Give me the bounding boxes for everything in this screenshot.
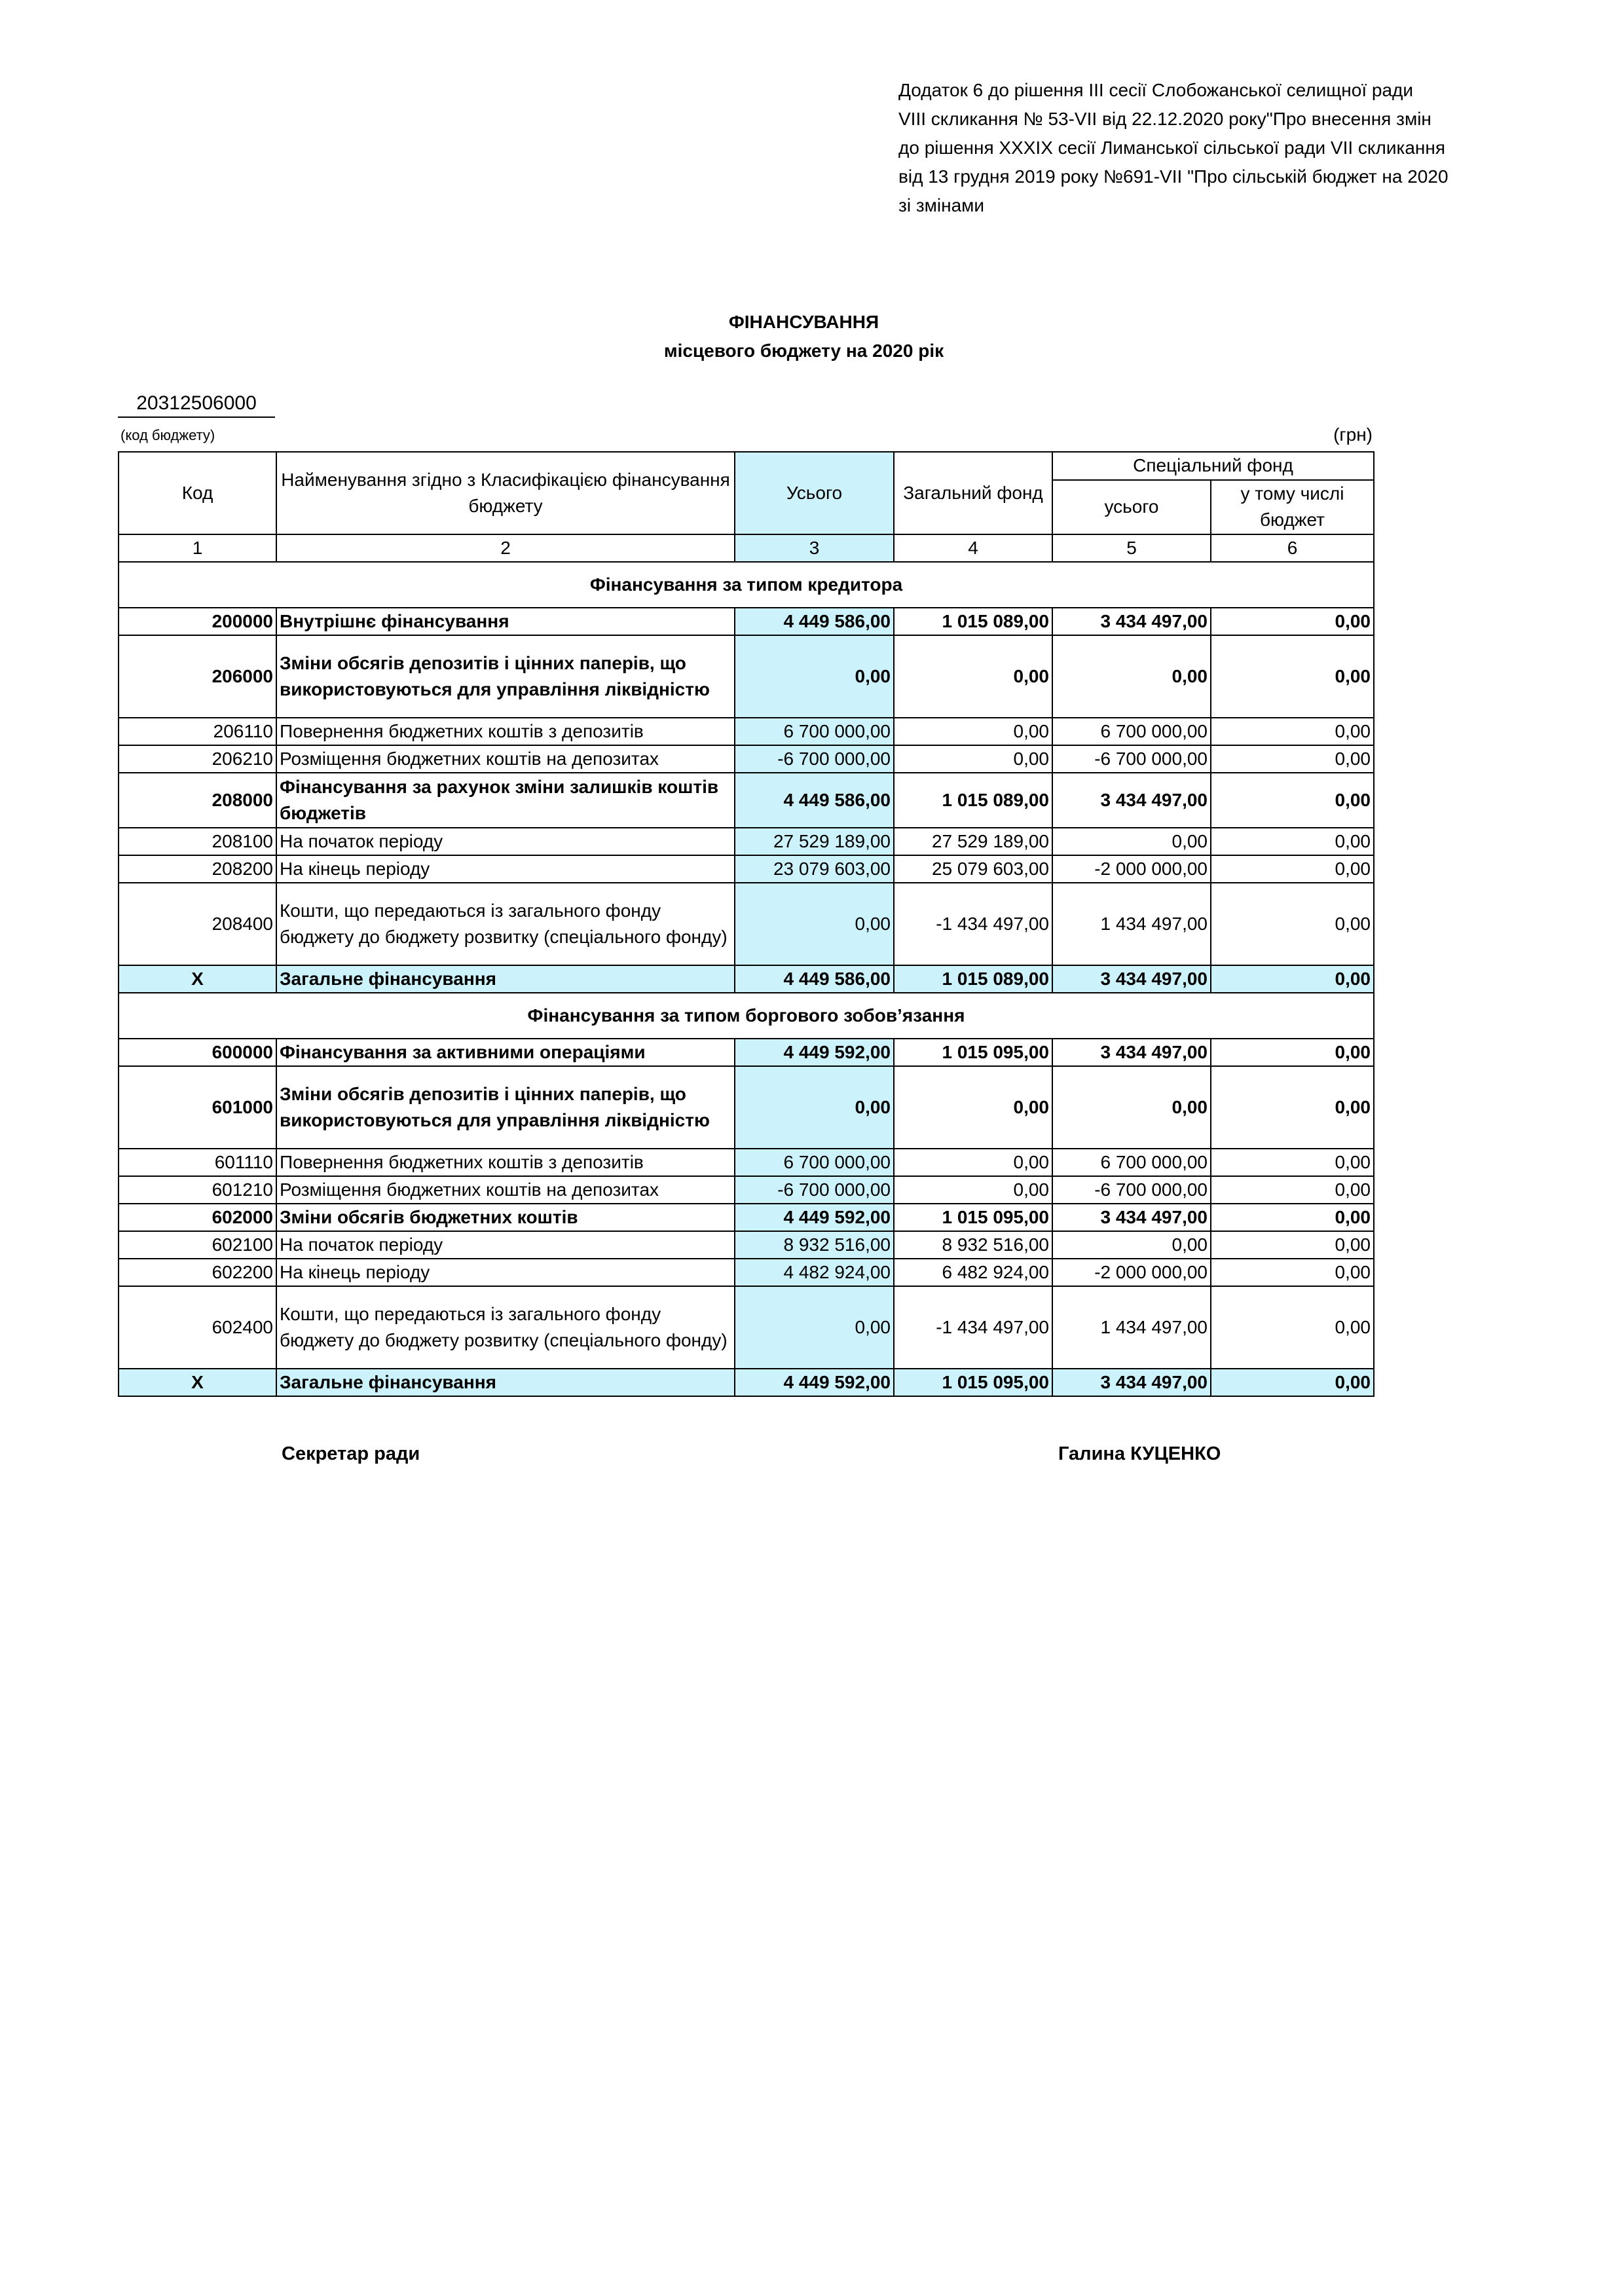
column-number: 2 (276, 534, 735, 562)
title-line-1: ФІНАНСУВАННЯ (728, 312, 879, 332)
row-special-fund: 6 700 000,00 (1052, 718, 1211, 745)
row-special-fund: -2 000 000,00 (1052, 1259, 1211, 1286)
row-development-budget: 0,00 (1211, 883, 1374, 965)
row-name: Зміни обсягів депозитів і цінних паперів, що використовуються для управління ліквідністю (276, 635, 735, 718)
row-total: 4 449 586,00 (735, 608, 894, 635)
document-title (118, 308, 1490, 365)
section-title: Фінансування за типом кредитора (119, 562, 1374, 608)
row-name: Фінансування за рахунок зміни залишків коштів бюджетів (276, 773, 735, 828)
title-line-2: місцевого бюджету на 2020 рік (663, 341, 944, 361)
table-row (119, 1149, 1374, 1176)
row-general-fund: 27 529 189,00 (894, 828, 1052, 855)
section-header-row (119, 562, 1374, 608)
row-special-fund: 0,00 (1052, 828, 1211, 855)
total-name: Загальне фінансування (276, 965, 735, 993)
row-development-budget: 0,00 (1211, 1286, 1374, 1369)
header-name: Найменування згідно з Класифікацією фінансування бюджету (276, 452, 735, 534)
row-code: 208000 (119, 773, 276, 828)
row-total: 4 449 586,00 (735, 773, 894, 828)
table-row (119, 1231, 1374, 1259)
header-special: Спеціальний фонд (1052, 452, 1374, 480)
column-numbers-row (119, 534, 1374, 562)
row-code: 602000 (119, 1204, 276, 1231)
table-row (119, 635, 1374, 718)
table-row (119, 718, 1374, 745)
header-note-line: до рішення ХХХІХ сесії Лиманської сільської ради VІІ скликання (898, 138, 1445, 158)
row-development-budget: 0,00 (1211, 608, 1374, 635)
total-development-budget: 0,00 (1211, 965, 1374, 993)
row-code: 208400 (119, 883, 276, 965)
financing-table (118, 451, 1375, 1397)
row-total: 8 932 516,00 (735, 1231, 894, 1259)
row-total: 0,00 (735, 883, 894, 965)
row-code: 200000 (119, 608, 276, 635)
row-development-budget: 0,00 (1211, 1204, 1374, 1231)
row-total: 4 449 592,00 (735, 1039, 894, 1066)
row-total: 4 449 592,00 (735, 1204, 894, 1231)
row-special-fund: 0,00 (1052, 1066, 1211, 1149)
row-general-fund: 25 079 603,00 (894, 855, 1052, 883)
row-development-budget: 0,00 (1211, 1231, 1374, 1259)
row-general-fund: -1 434 497,00 (894, 883, 1052, 965)
total-code: X (119, 1369, 276, 1396)
column-number: 6 (1211, 534, 1374, 562)
row-name: На кінець періоду (276, 855, 735, 883)
row-total: 4 482 924,00 (735, 1259, 894, 1286)
row-name: Кошти, що передаються із загального фонду бюджету до бюджету розвитку (спеціального фонду) (276, 1286, 735, 1369)
header-general: Загальний фонд (894, 452, 1052, 534)
row-general-fund: 1 015 089,00 (894, 773, 1052, 828)
header-note-line: зі змінами (898, 195, 985, 215)
row-total: 0,00 (735, 1066, 894, 1149)
row-development-budget: 0,00 (1211, 773, 1374, 828)
row-code: 206000 (119, 635, 276, 718)
row-general-fund: 0,00 (894, 635, 1052, 718)
row-total: -6 700 000,00 (735, 745, 894, 773)
row-name: Зміни обсягів депозитів і цінних паперів, що використовуються для управління ліквідністю (276, 1066, 735, 1149)
row-code: 602400 (119, 1286, 276, 1369)
table-row (119, 883, 1374, 965)
row-name: Кошти, що передаються із загального фонду бюджету до бюджету розвитку (спеціального фонду) (276, 883, 735, 965)
row-special-fund: 3 434 497,00 (1052, 1039, 1211, 1066)
row-code: 601110 (119, 1149, 276, 1176)
total-total: 4 449 592,00 (735, 1369, 894, 1396)
row-development-budget: 0,00 (1211, 855, 1374, 883)
row-general-fund: 1 015 095,00 (894, 1039, 1052, 1066)
row-development-budget: 0,00 (1211, 1259, 1374, 1286)
row-name: Фінансування за активними операціями (276, 1039, 735, 1066)
row-special-fund: 1 434 497,00 (1052, 883, 1211, 965)
row-special-fund: 0,00 (1052, 1231, 1211, 1259)
budget-code-caption: (код бюджету) (120, 427, 215, 443)
row-name: Розміщення бюджетних коштів на депозитах (276, 745, 735, 773)
table-row (119, 1066, 1374, 1149)
row-name: На початок періоду (276, 828, 735, 855)
row-total: 0,00 (735, 635, 894, 718)
row-special-fund: 3 434 497,00 (1052, 1204, 1211, 1231)
table-row (119, 1286, 1374, 1369)
row-name: На кінець періоду (276, 1259, 735, 1286)
header-code: Код (119, 452, 276, 534)
row-development-budget: 0,00 (1211, 745, 1374, 773)
row-general-fund: -1 434 497,00 (894, 1286, 1052, 1369)
row-code: 602200 (119, 1259, 276, 1286)
row-development-budget: 0,00 (1211, 635, 1374, 718)
total-special-fund: 3 434 497,00 (1052, 965, 1211, 993)
section-header-row (119, 993, 1374, 1039)
row-special-fund: 3 434 497,00 (1052, 608, 1211, 635)
total-name: Загальне фінансування (276, 1369, 735, 1396)
row-special-fund: -6 700 000,00 (1052, 1176, 1211, 1204)
total-special-fund: 3 434 497,00 (1052, 1369, 1211, 1396)
row-name: На початок періоду (276, 1231, 735, 1259)
row-total: 6 700 000,00 (735, 718, 894, 745)
header-note (898, 76, 1624, 220)
total-development-budget: 0,00 (1211, 1369, 1374, 1396)
row-general-fund: 1 015 089,00 (894, 608, 1052, 635)
row-code: 206210 (119, 745, 276, 773)
column-number: 3 (735, 534, 894, 562)
row-general-fund: 0,00 (894, 1176, 1052, 1204)
row-special-fund: 1 434 497,00 (1052, 1286, 1211, 1369)
header-note-line: Додаток 6 до рішення ІІІ сесії Слобожанської селищної ради (898, 80, 1414, 100)
table-body (119, 452, 1374, 1396)
row-name: Внутрішнє фінансування (276, 608, 735, 635)
table-row (119, 773, 1374, 828)
header-row-1 (119, 452, 1374, 480)
row-general-fund: 0,00 (894, 1066, 1052, 1149)
row-total: -6 700 000,00 (735, 1176, 894, 1204)
row-general-fund: 0,00 (894, 718, 1052, 745)
table-row (119, 1176, 1374, 1204)
row-development-budget: 0,00 (1211, 1066, 1374, 1149)
row-development-budget: 0,00 (1211, 718, 1374, 745)
row-development-budget: 0,00 (1211, 828, 1374, 855)
total-general-fund: 1 015 095,00 (894, 1369, 1052, 1396)
row-code: 601000 (119, 1066, 276, 1149)
row-name: Розміщення бюджетних коштів на депозитах (276, 1176, 735, 1204)
row-name: Зміни обсягів бюджетних коштів (276, 1204, 735, 1231)
row-total: 23 079 603,00 (735, 855, 894, 883)
row-special-fund: -2 000 000,00 (1052, 855, 1211, 883)
table-row (119, 1039, 1374, 1066)
table-row (119, 1259, 1374, 1286)
row-code: 206110 (119, 718, 276, 745)
row-special-fund: 0,00 (1052, 635, 1211, 718)
row-special-fund: -6 700 000,00 (1052, 745, 1211, 773)
row-name: Повернення бюджетних коштів з депозитів (276, 1149, 735, 1176)
row-development-budget: 0,00 (1211, 1039, 1374, 1066)
header-total: Усього (735, 452, 894, 534)
table-row (119, 828, 1374, 855)
row-code: 600000 (119, 1039, 276, 1066)
row-code: 208200 (119, 855, 276, 883)
row-general-fund: 1 015 095,00 (894, 1204, 1052, 1231)
row-general-fund: 6 482 924,00 (894, 1259, 1052, 1286)
row-general-fund: 0,00 (894, 745, 1052, 773)
row-total: 0,00 (735, 1286, 894, 1369)
column-number: 5 (1052, 534, 1211, 562)
table-row (119, 608, 1374, 635)
row-code: 208100 (119, 828, 276, 855)
row-special-fund: 6 700 000,00 (1052, 1149, 1211, 1176)
table-row (119, 855, 1374, 883)
signature-title: Секретар ради (282, 1443, 420, 1464)
header-note-line: VIII скликання № 53-VII від 22.12.2020 року"Про внесення змін (898, 109, 1431, 129)
table-row (119, 1204, 1374, 1231)
total-general-fund: 1 015 089,00 (894, 965, 1052, 993)
total-total: 4 449 586,00 (735, 965, 894, 993)
column-number: 4 (894, 534, 1052, 562)
budget-code: 20312506000 (118, 390, 275, 418)
row-total: 6 700 000,00 (735, 1149, 894, 1176)
total-code: X (119, 965, 276, 993)
table-row (119, 745, 1374, 773)
row-development-budget: 0,00 (1211, 1176, 1374, 1204)
section-title: Фінансування за типом боргового зобов’язання (119, 993, 1374, 1039)
header-special-total: усього (1052, 480, 1211, 534)
unit-label: (грн) (1333, 424, 1373, 445)
header-special-budget: у тому числі бюджет (1211, 480, 1374, 534)
row-code: 601210 (119, 1176, 276, 1204)
row-general-fund: 0,00 (894, 1149, 1052, 1176)
row-total: 27 529 189,00 (735, 828, 894, 855)
total-row (119, 1369, 1374, 1396)
signature-name: Галина КУЦЕНКО (1058, 1443, 1221, 1464)
row-general-fund: 8 932 516,00 (894, 1231, 1052, 1259)
row-special-fund: 3 434 497,00 (1052, 773, 1211, 828)
row-development-budget: 0,00 (1211, 1149, 1374, 1176)
total-row (119, 965, 1374, 993)
row-code: 602100 (119, 1231, 276, 1259)
row-name: Повернення бюджетних коштів з депозитів (276, 718, 735, 745)
column-number: 1 (119, 534, 276, 562)
header-note-line: від 13 грудня 2019 року №691-VII "Про сільській бюджет на 2020 (898, 166, 1449, 187)
